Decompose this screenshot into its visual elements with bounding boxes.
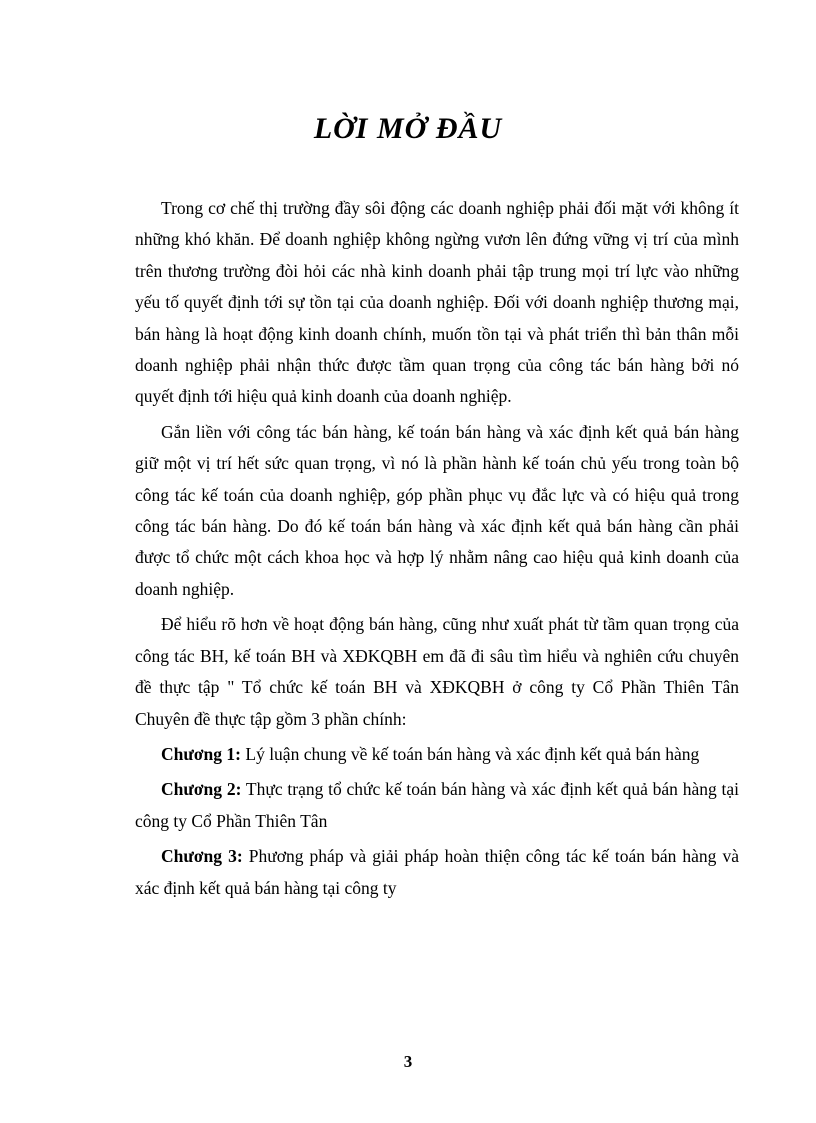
document-body [135, 193, 739, 908]
chapter-3-text: Phương pháp và giải pháp hoàn thiện công tác kế toán bán hàng và xác định kết quả bán hàng tại công ty [135, 846, 740, 898]
intro-paragraph-3: Để hiểu rõ hơn về hoạt động bán hàng, cũng như xuất phát từ tầm quan trọng của công tác BH, kế toán BH và XĐKQBH em đã đi sâu tìm hiểu và nghiên cứu chuyên đề thực tập " Tổ chức kế toán BH và XĐKQBH ở công ty Cổ Phần Thiên Tân Chuyên đề thực tập gồm 3 phần chính: [135, 614, 739, 729]
page-number: 3 [403, 1052, 413, 1071]
chapter-3-label: Chương 3: [161, 846, 243, 867]
chapter-2-label: Chương 2: [161, 779, 242, 800]
intro-paragraph-1: Trong cơ chế thị trường đầy sôi động các doanh nghiệp phải đối mặt với không ít những khó khăn. Để doanh nghiệp không ngừng vươn lên đứng vững vị trí của mình trên thương trường đòi hỏi các nhà kinh doanh phải tập trung mọi trí lực vào những yếu tố quyết định tới sự tồn tại của doanh nghiệp. Đối với doanh nghiệp thương mại, bán hàng là hoạt động kinh doanh chính, muốn tồn tại và phát triển thì bản thân mỗi doanh nghiệp phải nhận thức được tầm quan trọng của công tác bán hàng bởi nó quyết định tới hiệu quả kinh doanh của doanh nghiệp. [135, 198, 739, 407]
chapter-2-text: Thực trạng tổ chức kế toán bán hàng và xác định kết quả bán hàng tại công ty Cổ Phần Thiên Tân [135, 779, 740, 831]
chapter-2-item [135, 774, 739, 837]
intro-paragraph-2: Gắn liền với công tác bán hàng, kế toán bán hàng và xác định kết quả bán hàng giữ một vị trí hết sức quan trọng, vì nó là phần hành kế toán chủ yếu trong toàn bộ công tác kế toán của doanh nghiệp, góp phần phục vụ đắc lực và có hiệu quả trong công tác bán hàng. Do đó kế toán bán hàng và xác định kết quả bán hàng cần phải được tổ chức một cách khoa học và hợp lý nhằm nâng cao hiệu quả kinh doanh của doanh nghiệp. [135, 421, 739, 599]
chapter-1-item [135, 739, 739, 770]
chapter-1-label: Chương 1: [161, 743, 241, 764]
chapter-1-text: Lý luận chung về kế toán bán hàng và xác định kết quả bán hàng [241, 743, 700, 764]
chapter-3-item [135, 841, 739, 904]
page-title: LỜI MỞ ĐẦU [313, 112, 503, 145]
